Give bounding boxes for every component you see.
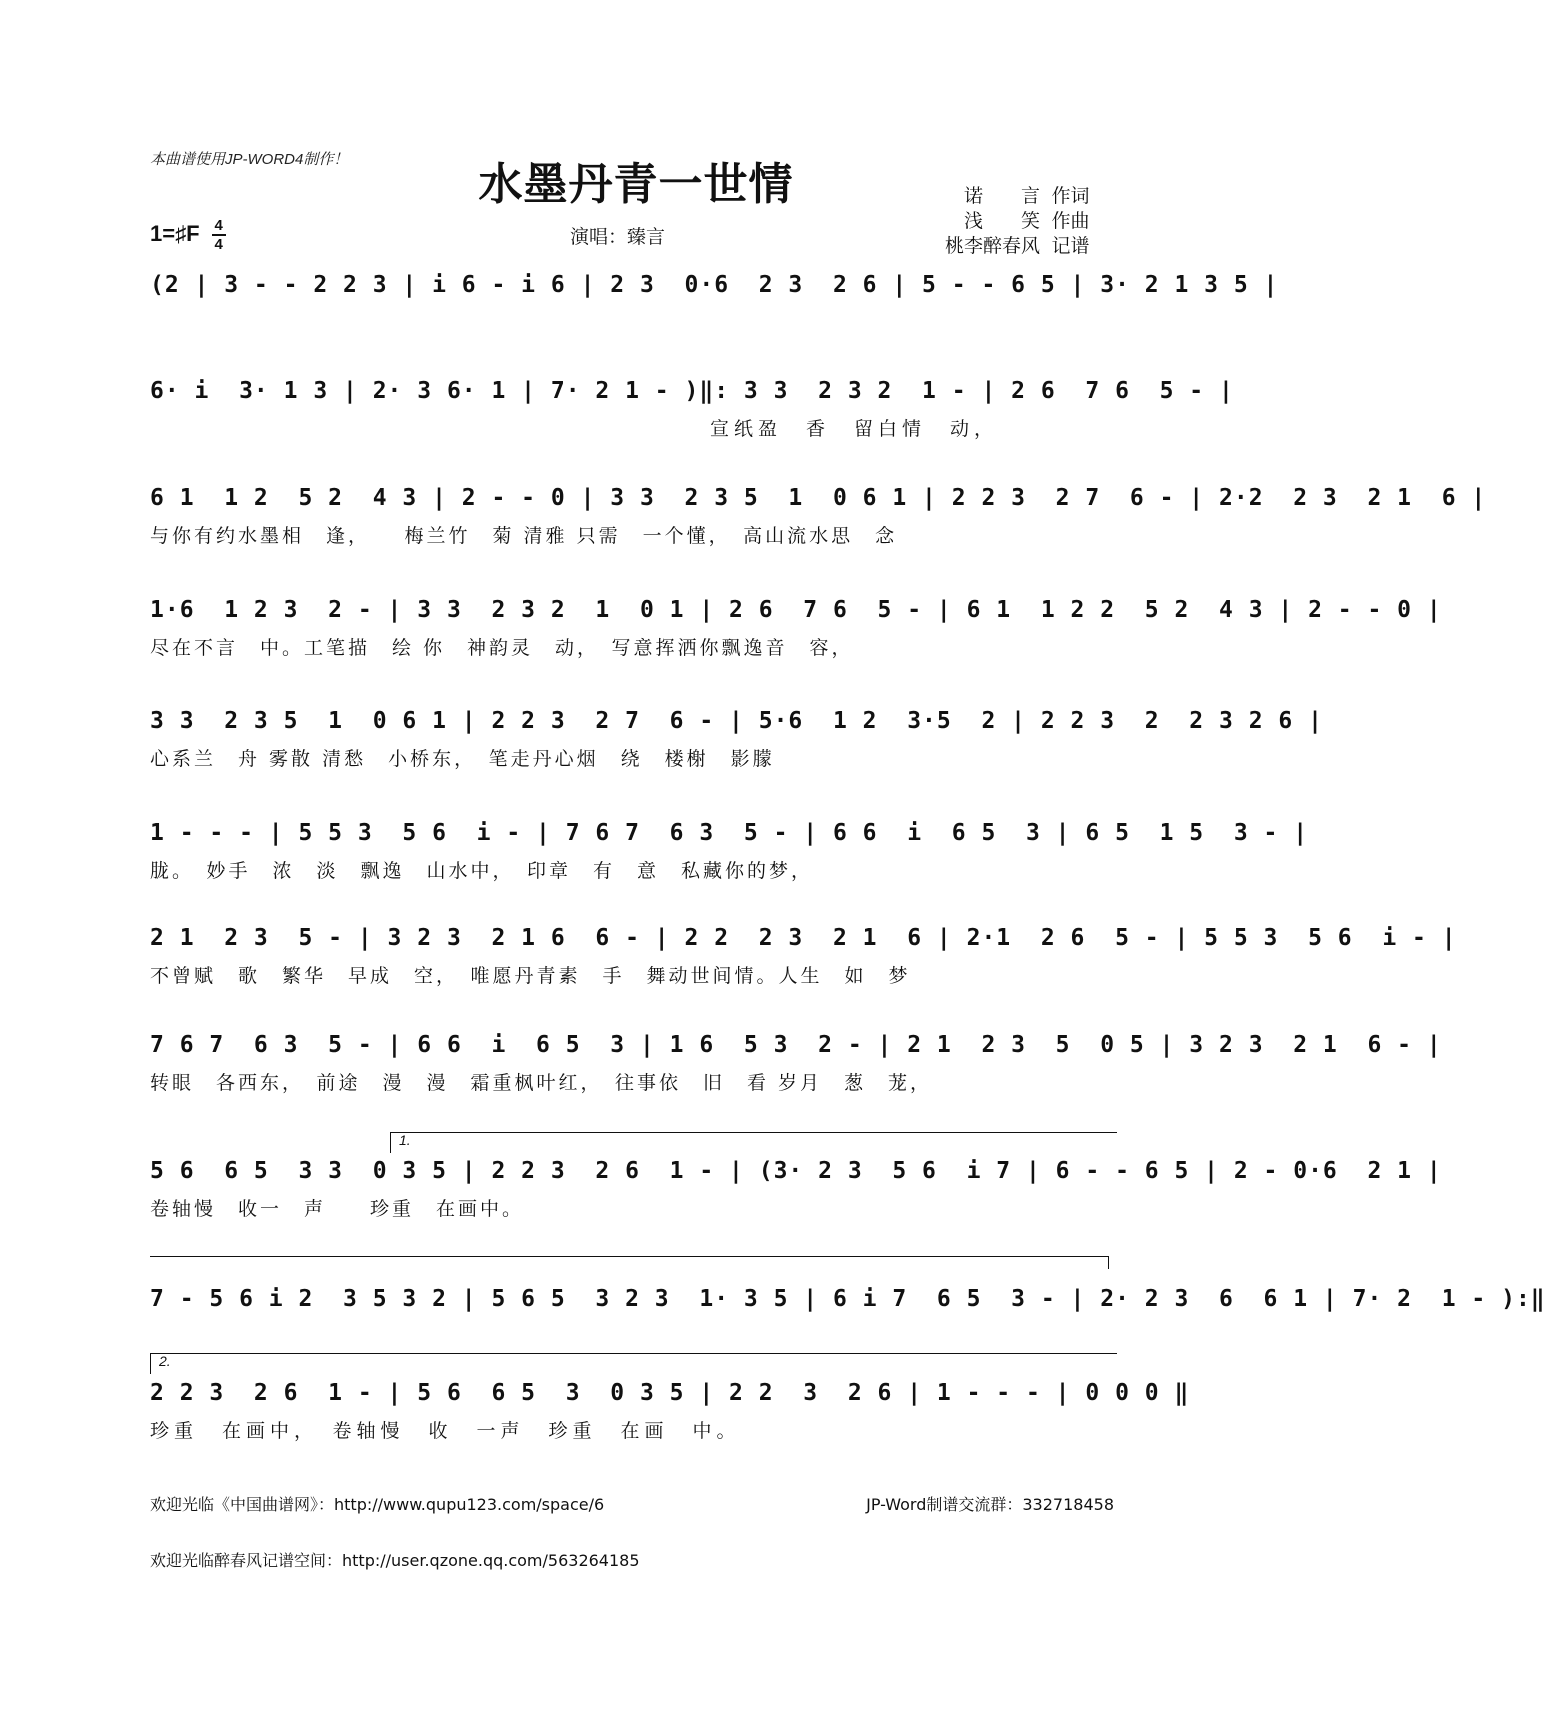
- volta-label-1: 1.: [399, 1132, 411, 1148]
- song-title: 水墨丹青一世情: [478, 159, 794, 210]
- lyrics-line: 宣纸盈 香 留白情 动，: [710, 418, 999, 440]
- score-line-11: [150, 1380, 1190, 1442]
- score-line-2: [150, 378, 1234, 440]
- footer-space-link[interactable]: 欢迎光临醉春风记谱空间：http://user.qzone.qq.com/563264185: [150, 1551, 640, 1570]
- volta-bracket-1-continued: [150, 1256, 1109, 1269]
- score-line-5: [150, 708, 1323, 770]
- lyrics-line: 卷轴慢 收一 声 珍重 在画中。: [150, 1198, 525, 1220]
- notation-line: 1 - - - | 5 5 3 5 6 i - | 7 6 7 6 3 5 - | 6 6 i 6 5 3 | 6 5 1 5 3 - |: [150, 820, 1309, 846]
- notation-line: 1·6 1 2 3 2 - | 3 3 2 3 2 1 0 1 | 2 6 7 6 5 - | 6 1 1 2 2 5 2 4 3 | 2 - - 0 |: [150, 597, 1442, 623]
- score-line-4: [150, 597, 1442, 659]
- time-sig-top: 4: [214, 217, 223, 234]
- lyrics-line: 珍重 在画中， 卷轴慢 收 一声 珍重 在画 中。: [150, 1420, 741, 1442]
- lyrics-line: 胧。 妙手 浓 淡 飘逸 山水中， 印章 有 意 私藏你的梦，: [150, 860, 814, 882]
- score-line-8: [150, 1032, 1442, 1094]
- volta-bracket-2: [150, 1353, 1117, 1374]
- score-line-3: [150, 485, 1487, 547]
- lyrics-line: 心系兰 舟 雾散 清愁 小桥东， 笔走丹心烟 绕 楼榭 影朦: [150, 748, 775, 770]
- notation-line: 2 2 3 2 6 1 - | 5 6 6 5 3 0 3 5 | 2 2 3 2 6 | 1 - - - | 0 0 0 ‖: [150, 1380, 1190, 1406]
- lyrics-line: 转眼 各西东， 前途 漫 漫 霜重枫叶红， 往事依 旧 看 岁月 葱 茏，: [150, 1072, 933, 1094]
- credits-block: [945, 184, 1089, 259]
- score-line-9: [150, 1158, 1442, 1220]
- score-line-7: [150, 925, 1457, 987]
- score-line-1: [150, 272, 1279, 298]
- lyrics-line: 不曾赋 歌 繁华 早成 空， 唯愿丹青素 手 舞动世间情。人生 如 梦: [150, 965, 911, 987]
- software-credit-note: 本曲谱使用JP-WORD4制作！: [150, 151, 349, 168]
- score-line-6: [150, 820, 1309, 882]
- notation-line: 2 1 2 3 5 - | 3 2 3 2 1 6 6 - | 2 2 2 3 2 1 6 | 2·1 2 6 5 - | 5 5 3 5 6 i - |: [150, 925, 1457, 951]
- time-signature: [212, 218, 226, 252]
- lyrics-line: 尽在不言 中。工笔描 绘 你 神韵灵 动， 写意挥洒你飘逸音 容，: [150, 637, 854, 659]
- transcriber-credit: 桃李醉春风 记谱: [945, 235, 1090, 257]
- score-line-10: [150, 1286, 1546, 1312]
- notation-line: 6 1 1 2 5 2 4 3 | 2 - - 0 | 3 3 2 3 5 1 0 6 1 | 2 2 3 2 7 6 - | 2·2 2 3 2 1 6 |: [150, 485, 1487, 511]
- lyrics-line: 与你有约水墨相 逢， 梅兰竹 菊 清雅 只需 一个懂， 高山流水思 念: [150, 525, 898, 547]
- singer-credit: 演唱：臻言: [570, 226, 666, 248]
- notation-line: (2 | 3 - - 2 2 3 | i 6 - i 6 | 2 3 0·6 2 3 2 6 | 5 - - 6 5 | 3· 2 1 3 5 |: [150, 272, 1279, 298]
- notation-line: 7 - 5 6 i 2 3 5 3 2 | 5 6 5 3 2 3 1· 3 5 | 6 i 7 6 5 3 - | 2· 2 3 6 6 1 | 7· 2 1 - ):‖: [150, 1286, 1546, 1312]
- lyricist-credit: 诺 言 作词: [964, 185, 1090, 207]
- time-sig-bottom: 4: [214, 236, 223, 253]
- composer-credit: 浅 笑 作曲: [964, 210, 1090, 232]
- footer-site-link[interactable]: 欢迎光临《中国曲谱网》：http://www.qupu123.com/space/6: [150, 1495, 605, 1514]
- notation-line: 6· i 3· 1 3 | 2· 3 6· 1 | 7· 2 1 - )‖: 3 3 2 3 2 1 - | 2 6 7 6 5 - |: [150, 378, 1234, 404]
- notation-line: 7 6 7 6 3 5 - | 6 6 i 6 5 3 | 1 6 5 3 2 - | 2 1 2 3 5 0 5 | 3 2 3 2 1 6 - |: [150, 1032, 1442, 1058]
- notation-line: 3 3 2 3 5 1 0 6 1 | 2 2 3 2 7 6 - | 5·6 1 2 3·5 2 | 2 2 3 2 2 3 2 6 |: [150, 708, 1323, 734]
- key-label: 1=♯F: [150, 220, 200, 246]
- key-signature: [150, 218, 226, 252]
- footer-group-info: JP-Word制谱交流群：332718458: [866, 1495, 1114, 1514]
- volta-bracket-1: [390, 1132, 1117, 1153]
- notation-line: 5 6 6 5 3 3 0 3 5 | 2 2 3 2 6 1 - | (3· 2 3 5 6 i 7 | 6 - - 6 5 | 2 - 0·6 2 1 |: [150, 1158, 1442, 1184]
- volta-label-2: 2.: [159, 1353, 171, 1369]
